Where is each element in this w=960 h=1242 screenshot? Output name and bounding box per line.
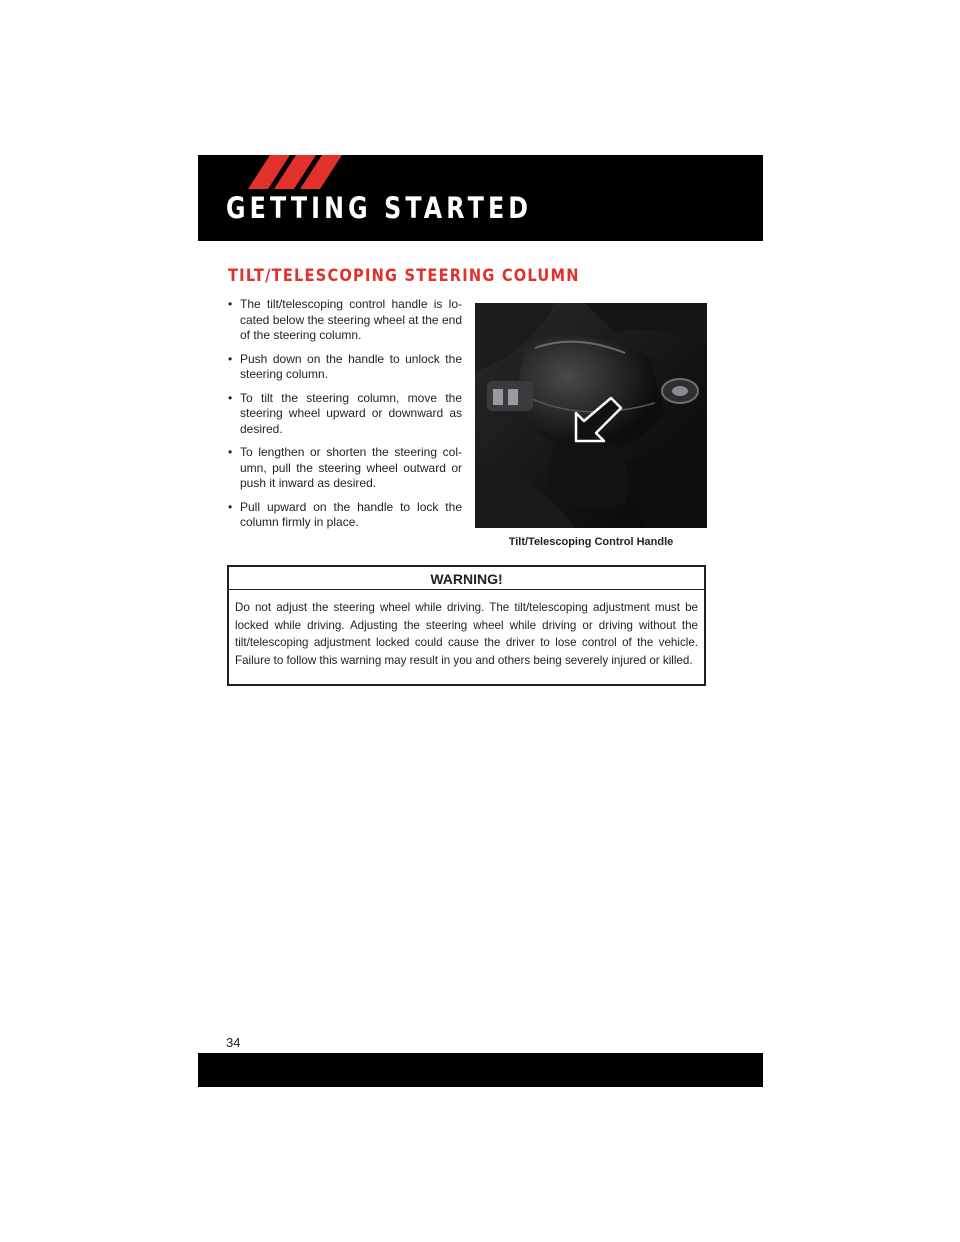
list-item: • Push down on the handle to unlock the steering column. xyxy=(228,351,462,381)
list-item-text: Pull upward on the handle to lock the column firmly in place. xyxy=(240,499,462,529)
list-item-text: To lengthen or shorten the steering col-umn, pull the steering wheel outward or push it inward as desired. xyxy=(240,445,462,490)
red-stripes-logo xyxy=(248,155,343,189)
list-item-text: Push down on the handle to unlock the steering column. xyxy=(240,351,462,381)
header-bar xyxy=(198,155,763,241)
warning-text: Do not adjust the steering wheel while driving. The tilt/telescoping adjustment must be locked while driving. Adjusting the steering wheel while driving or driving without the tilt/telescoping adjustment locked could cause the driver to lose control of the vehicle. Failure to follow this warning may result in you and others being severely injured or killed. xyxy=(235,601,698,667)
topic-title: TILT/TELESCOPING STEERING COLUMN xyxy=(228,266,580,286)
list-item: • To lengthen or shorten the steering col-umn, pull the steering wheel outward or push it inward as desired. xyxy=(228,445,462,490)
figure-caption: Tilt/Telescoping Control Handle xyxy=(508,536,674,548)
list-item: • The tilt/telescoping control handle is lo-cated below the steering wheel at the end of the steering column. xyxy=(228,297,462,342)
warning-title: WARNING! xyxy=(229,567,704,590)
footer-bar xyxy=(198,1053,763,1087)
steering-column-photo xyxy=(475,303,707,528)
list-item: • To tilt the steering column, move the steering wheel upward or downward as desired. xyxy=(228,390,462,436)
instruction-list xyxy=(226,297,462,539)
section-title: GETTING STARTED xyxy=(226,191,533,225)
list-item-text: To tilt the steering column, move the steering wheel upward or downward as desired. xyxy=(240,390,462,436)
list-item: • Pull upward on the handle to lock the column firmly in place. xyxy=(228,499,462,529)
warning-box xyxy=(227,565,706,686)
page-number: 34 xyxy=(226,1035,241,1050)
list-item-text: The tilt/telescoping control handle is lo-cated below the steering wheel at the end of the steering column. xyxy=(240,297,462,342)
